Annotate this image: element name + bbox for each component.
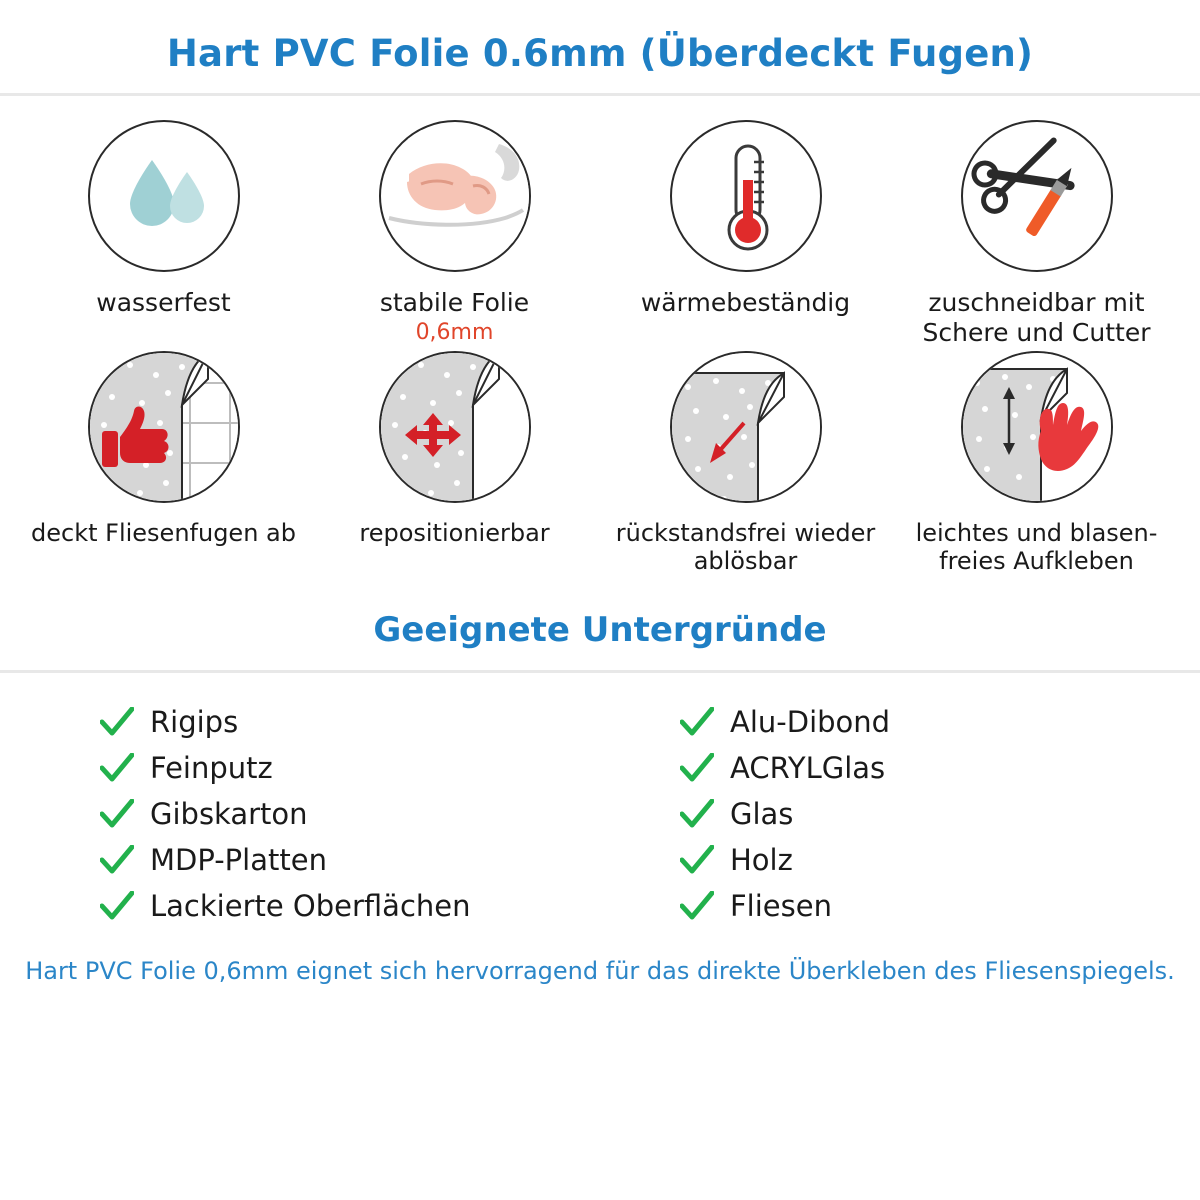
list-item-label: Feinputz (150, 750, 273, 785)
check-mark-icon (680, 707, 714, 737)
check-mark-icon (100, 891, 134, 921)
list-item (100, 791, 600, 837)
feature-item (891, 120, 1182, 347)
list-item (680, 883, 1200, 929)
feature-caption: stabile Folie (379, 288, 530, 317)
surfaces-list (0, 673, 1200, 929)
list-item (680, 791, 1200, 837)
feature-icon-circle (961, 120, 1113, 272)
feature-caption: leichtes und blasen-freies Aufkleben (915, 519, 1158, 576)
feature-icon-circle (379, 351, 531, 503)
list-item-label: MDP-Platten (150, 842, 327, 877)
scissors-cutter-icon (963, 122, 1113, 272)
feature-item (891, 351, 1182, 576)
list-item-label: Lackierte Oberflächen (150, 888, 471, 923)
check-mark-icon (680, 891, 714, 921)
feature-icon-circle (88, 120, 240, 272)
footnote-text: Hart PVC Folie 0,6mm eignet sich hervorragend für das direkte Überkleben des Fliesenspiegels. (25, 956, 1175, 985)
list-item (680, 699, 1200, 745)
check-mark-icon (100, 845, 134, 875)
feature-caption: wasserfest (96, 288, 231, 317)
list-item (680, 745, 1200, 791)
feature-icon-circle (961, 351, 1113, 503)
list-item (100, 745, 600, 791)
feature-grid (0, 96, 1200, 576)
feature-item (600, 120, 891, 347)
peel-off-arrow-icon (672, 353, 822, 503)
check-mark-icon (100, 707, 134, 737)
thermometer-icon (672, 122, 822, 272)
flexed-arm-icon (381, 122, 531, 272)
check-mark-icon (100, 753, 134, 783)
list-item-label: Holz (730, 842, 793, 877)
section-title-surfaces: Geeignete Untergründe (373, 609, 827, 650)
move-arrows-icon (381, 353, 531, 503)
list-item-label: Gibskarton (150, 796, 308, 831)
list-item (680, 837, 1200, 883)
surfaces-column-right (600, 699, 1200, 929)
feature-item (309, 120, 600, 347)
list-item (100, 699, 600, 745)
list-item (100, 883, 600, 929)
list-item-label: Fliesen (730, 888, 832, 923)
feature-subcaption: 0,6mm (415, 319, 494, 345)
hand-smoothing-icon (963, 353, 1113, 503)
feature-caption: wärmebeständig (640, 288, 851, 317)
feature-caption: zuschneidbar mit Schere und Cutter (922, 288, 1151, 347)
feature-icon-circle (379, 120, 531, 272)
list-item (100, 837, 600, 883)
feature-item (600, 351, 891, 576)
feature-item (18, 120, 309, 347)
surfaces-column-left (0, 699, 600, 929)
list-item-label: Rigips (150, 704, 239, 739)
feature-caption: deckt Fliesenfugen ab (31, 519, 296, 547)
thumbs-up-tile-icon (90, 353, 240, 503)
feature-icon-circle (670, 120, 822, 272)
feature-item (18, 351, 309, 576)
check-mark-icon (680, 845, 714, 875)
list-item-label: ACRYLGlas (730, 750, 886, 785)
check-mark-icon (680, 799, 714, 829)
feature-icon-circle (88, 351, 240, 503)
feature-caption: rückstandsfrei wieder ablösbar (615, 519, 876, 576)
feature-item (309, 351, 600, 576)
water-drops-icon (90, 122, 240, 272)
check-mark-icon (680, 753, 714, 783)
page-title: Hart PVC Folie 0.6mm (Überdeckt Fugen) (166, 32, 1034, 75)
feature-caption: repositionierbar (359, 519, 550, 547)
feature-icon-circle (670, 351, 822, 503)
check-mark-icon (100, 799, 134, 829)
list-item-label: Glas (730, 796, 794, 831)
list-item-label: Alu-Dibond (730, 704, 891, 739)
